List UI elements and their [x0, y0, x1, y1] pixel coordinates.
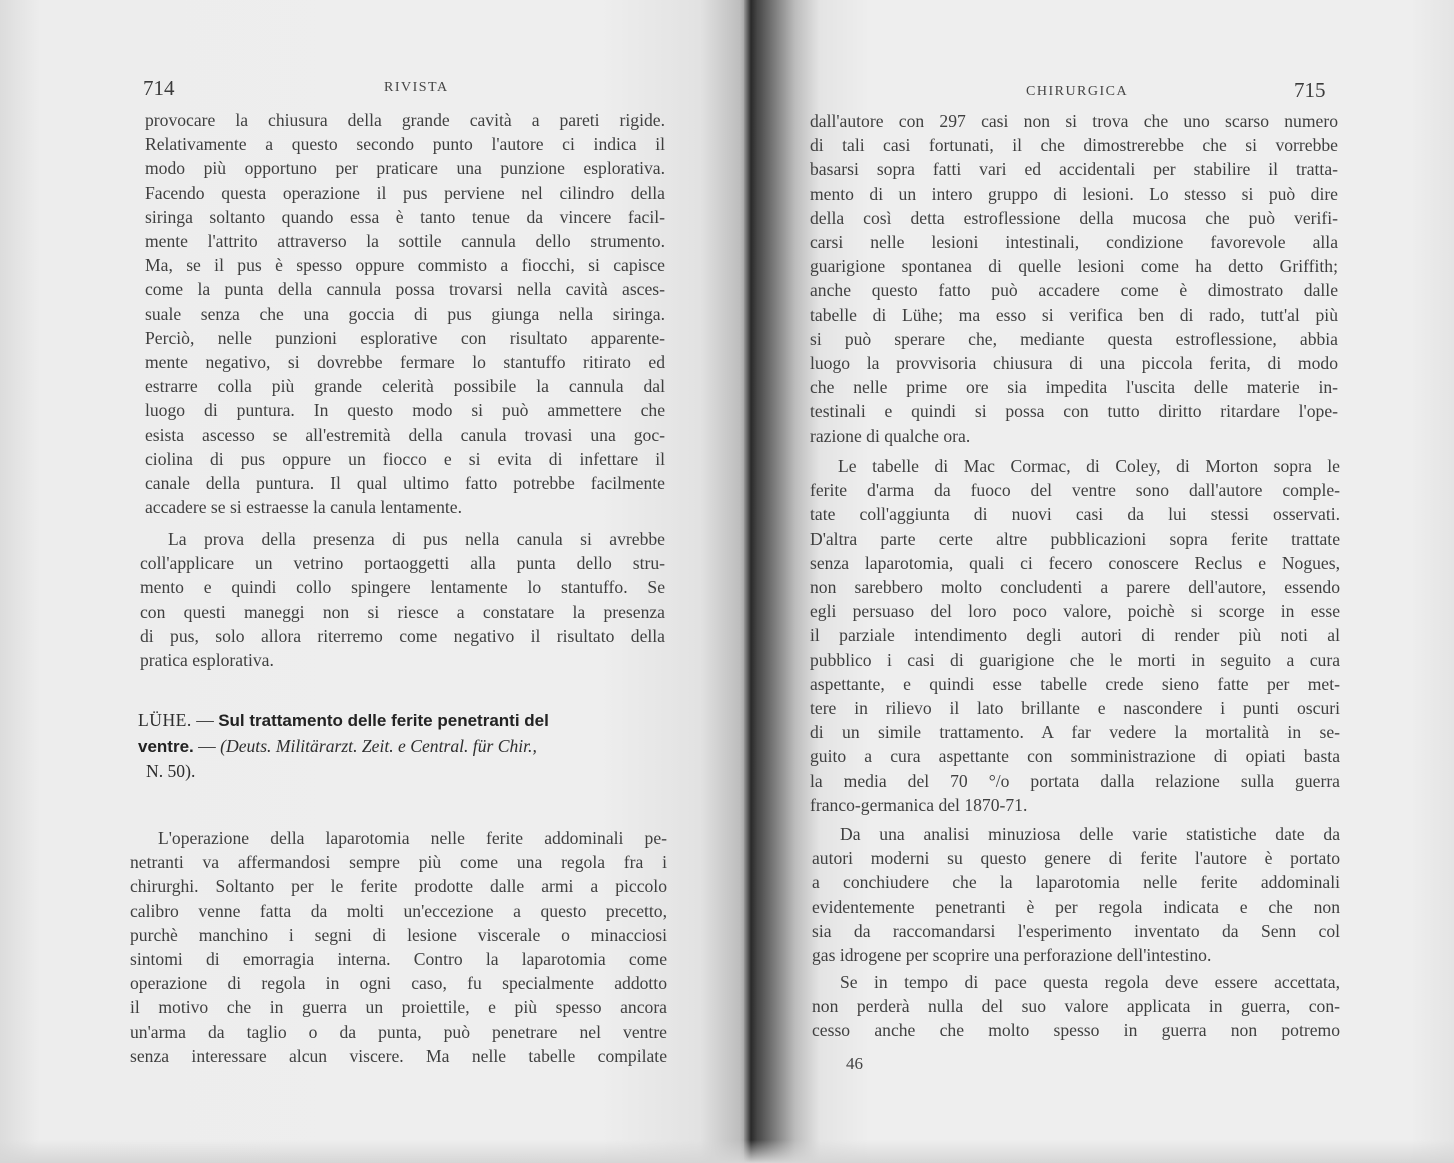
text-line: sia da raccomandarsi l'esperimento inventato da Senn col	[812, 920, 1340, 941]
right-page-number: 715	[1294, 78, 1326, 102]
text-line: luogo la provvisoria chiusura di una piccola ferita, di modo	[810, 353, 1338, 374]
text-line: chirurghi. Soltanto per le ferite prodotte dalle armi a piccolo	[130, 876, 667, 897]
text-line: franco-germanica del 1870-71.	[810, 794, 1028, 815]
text-line: tate coll'aggiunta di nuovi casi da lui stessi osservati.	[810, 504, 1340, 525]
text-line: dall'autore con 297 casi non si trova che uno scarso numero	[810, 111, 1338, 131]
text-line: si può sperare che, mediante questa estroflessione, abbia	[810, 328, 1338, 349]
text-line: egli persuaso del loro poco valore, poichè si scorge in esse	[810, 601, 1340, 622]
text-line: senza laparotomia, quali ci fecero conoscere Reclus e Nogues,	[810, 552, 1340, 573]
text-line: testinali e quindi si possa con tutto diritto ritardare l'ope-	[810, 401, 1338, 422]
text-line: accadere se si estraesse la canula lentamente.	[145, 497, 462, 518]
signature-mark: 46	[846, 1054, 863, 1073]
text-line: la media del 70 °/o portata dalla relazione sulla guerra	[810, 770, 1340, 791]
text-line: Se in tempo di pace questa regola deve essere accettata,	[840, 972, 1340, 992]
text-line: della così detta estroflessione della mucosa che può verifi-	[810, 207, 1338, 228]
text-line: evidentemente penetranti è per regola indicata e che non	[812, 896, 1340, 917]
text-line: sintomi di emorragia interna. Contro la laparotomia come	[130, 949, 667, 970]
text-line: suale senza che una goccia di pus giunga nella siringa.	[145, 303, 665, 324]
text-line: esista ascesso se all'estremità della canula trovasi una goc-	[145, 424, 665, 445]
right-paragraph-1	[810, 109, 1338, 448]
text-line: estrarre colla più grande celerità possibile la cannula dal	[145, 376, 665, 397]
right-paragraph-3	[812, 822, 1340, 967]
text-line: coll'applicare un vetrino portaoggetti alla punta dello stru-	[140, 553, 665, 574]
text-line: Facendo questa operazione il pus perviene nel cilindro della	[145, 182, 665, 203]
text-line: pubblico i casi di guarigione che le morti in seguito a cura	[810, 649, 1340, 670]
text-line: Relativamente a questo secondo punto l'autore ci indica il	[145, 134, 665, 155]
text-line: un'arma da taglio o da punta, può penetrare nel ventre	[130, 1021, 667, 1042]
article-title: Sul trattamento delle ferite penetranti del	[218, 711, 549, 730]
text-line: Perciò, nelle punzioni esplorative con risultato apparente-	[145, 327, 665, 348]
text-line: calibro venne fatta da molti un'eccezione a questo precetto,	[130, 900, 667, 921]
text-line: L'operazione della laparotomia nelle ferite addominali pe-	[158, 828, 667, 848]
source-dash: —	[193, 735, 221, 756]
text-line: razione di qualche ora.	[810, 425, 971, 446]
article-source: (Deuts. Militärarzt. Zeit. e Central. für Chir.,	[220, 735, 537, 756]
text-line: il motivo che in guerra un proiettile, e più spesso ancora	[130, 997, 667, 1018]
text-line: basarsi sopra fatti vari ed accidentali per stabilire il tratta-	[810, 159, 1338, 180]
heading-dash: —	[191, 710, 219, 730]
text-line: a conchiudere che la laparotomia nelle ferite addominali	[812, 872, 1340, 893]
article-heading	[138, 708, 668, 784]
article-title-continued: ventre.	[138, 736, 194, 756]
text-line: Ma, se il pus è spesso oppure commisto a fiocchi, si capisce	[145, 255, 665, 276]
text-line: con questi maneggi non si riesce a constatare la presenza	[140, 601, 665, 622]
text-line: provocare la chiusura della grande cavità a pareti rigide.	[145, 110, 665, 130]
text-line: mente negativo, si dovrebbe fermare lo stantuffo ritirato ed	[145, 352, 665, 373]
text-line: guito a cura aspettante con somministrazione di opiati basta	[810, 746, 1340, 767]
left-paragraph-1	[145, 108, 665, 519]
text-line: operazione di regola in ogni caso, fu specialmente addotto	[130, 973, 667, 994]
text-line: aspettante, e quindi esse tabelle crede sieno fatte per met-	[810, 673, 1340, 694]
text-line: non sarebbero molto concludenti a parere dell'autore, essendo	[810, 577, 1340, 598]
left-page-number: 714	[143, 76, 175, 100]
text-line: gas idrogene per scoprire una perforazione dell'intestino.	[812, 945, 1212, 966]
text-line: mento di un intero gruppo di lesioni. Lo stesso si può dire	[810, 183, 1338, 204]
right-paragraph-4	[812, 970, 1340, 1043]
text-line: di un simile trattamento. A far vedere la mortalità in se-	[810, 722, 1340, 743]
text-line: ciolina di pus oppure un fiocco e si evita di infettare il	[145, 448, 665, 469]
text-line: senza interessare alcun viscere. Ma nelle tabelle compilate	[130, 1045, 667, 1066]
book-gutter	[744, 0, 758, 1163]
text-line: il parziale intendimento degli autori di render più noti al	[810, 625, 1340, 646]
right-running-head: CHIRURGICA	[1026, 84, 1129, 99]
text-line: anche questo fatto può accadere come è dimostrato dalle	[810, 280, 1338, 301]
text-line: autori moderni su questo genere di ferite l'autore è portato	[812, 848, 1340, 869]
text-line: Da una analisi minuziosa delle varie statistiche date da	[840, 824, 1340, 844]
article-source-number: N. 50).	[146, 761, 196, 781]
left-paragraph-3	[130, 826, 667, 1068]
text-line: pratica esplorativa.	[140, 650, 274, 671]
text-line: cesso anche che molto spesso in guerra non potremo	[812, 1020, 1340, 1041]
text-line: mente l'attrito attraverso la sottile cannula dello strumento.	[145, 231, 665, 252]
text-line: purchè manchino i segni di lesione viscerale o minacciosi	[130, 924, 667, 945]
page-bottom-edge	[0, 1140, 1454, 1163]
text-line: luogo di puntura. In questo modo si può ammettere che	[145, 400, 665, 421]
text-line: tere in rilievo il lato brillante e nascondere i punti oscuri	[810, 698, 1340, 719]
left-paragraph-2	[140, 527, 665, 672]
article-author: LÜHE.	[138, 710, 192, 730]
right-paragraph-2	[810, 454, 1340, 817]
text-line: mento e quindi collo spingere lentamente lo stantuffo. Se	[140, 577, 665, 598]
text-line: siringa soltanto quando essa è tanto tenue da vincere facil-	[145, 206, 665, 227]
text-line: non perderà nulla del suo valore applicata in guerra, con-	[812, 996, 1340, 1017]
text-line: ferite d'arma da fuoco del ventre sono dall'autore comple-	[810, 480, 1340, 501]
text-line: canale della puntura. Il qual ultimo fatto potrebbe facilmente	[145, 473, 665, 494]
text-line: come la punta della cannula possa trovarsi nella cavità asces-	[145, 279, 665, 300]
right-page	[750, 0, 1454, 1163]
text-line: di pus, solo allora riterremo come negativo il risultato della	[140, 625, 665, 646]
text-line: D'altra parte certe altre pubblicazioni sopra ferite trattate	[810, 528, 1340, 549]
text-line: La prova della presenza di pus nella canula si avrebbe	[168, 529, 665, 549]
text-line: tabelle di Lühe; ma esso si verifica ben di rado, tutt'al più	[810, 304, 1338, 325]
text-line: che nelle prime ore sia impedita l'uscita delle materie in-	[810, 377, 1338, 398]
text-line: Le tabelle di Mac Cormac, di Coley, di Morton sopra le	[838, 456, 1340, 476]
text-line: di tali casi fortunati, il che dimostrerebbe che si vorrebbe	[810, 135, 1338, 156]
text-line: guarigione spontanea di quelle lesioni come ha detto Griffith;	[810, 256, 1338, 277]
left-running-head: RIVISTA	[384, 80, 449, 95]
text-line: carsi nelle lesioni intestinali, condizione favorevole alla	[810, 232, 1338, 253]
text-line: netranti va affermandosi sempre più come una regola fra i	[130, 852, 667, 873]
text-line: modo più opportuno per praticare una punzione esplorativa.	[145, 158, 665, 179]
